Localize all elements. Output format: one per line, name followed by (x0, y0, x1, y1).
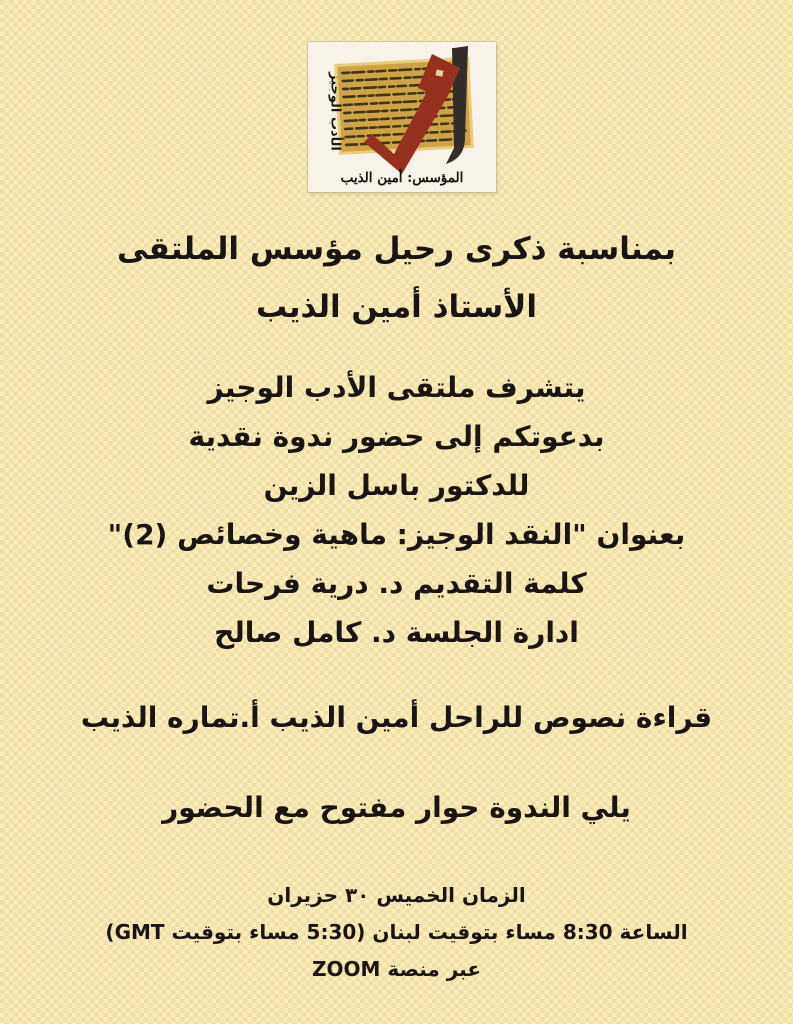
open-dialogue-line: يلي الندوة حوار مفتوح مع الحضور (162, 791, 631, 824)
schedule-time-line: الساعة 8:30 مساء بتوقيت لبنان (5:30 مساء بتوقيت GMT) (105, 920, 688, 944)
title-line-1: بمناسبة ذكرى رحيل مؤسس الملتقى (117, 231, 676, 267)
title-line-2: الأستاذ أمين الذيب (256, 289, 537, 325)
body-line-1: يتشرف ملتقى الأدب الوجيز (207, 371, 586, 404)
logo-vertical-title: الأدب الوجيز (327, 72, 343, 151)
poster-title (0, 220, 793, 336)
schedule-block (0, 877, 793, 988)
body-line-6: ادارة الجلسة د. كامل صالح (214, 616, 579, 649)
body-line-4: بعنوان "النقد الوجيز: ماهية وخصائص (2)" (107, 518, 686, 551)
forum-logo (308, 42, 496, 192)
schedule-date-line: الزمان الخميس ٣٠ حزيران (267, 883, 526, 907)
schedule-platform-line: عبر منصة ZOOM (312, 957, 481, 981)
body-line-5: كلمة التقديم د. درية فرحات (206, 567, 587, 600)
body-line-2: بدعوتكم إلى حضور ندوة نقدية (188, 420, 605, 453)
readings-line: قراءة نصوص للراحل أمين الذيب أ.تماره الذيب (80, 701, 713, 734)
invitation-body (0, 363, 793, 657)
body-line-3: للدكتور باسل الزين (263, 469, 530, 502)
logo-founder-caption: المؤسس: أمين الذيب (340, 170, 464, 186)
